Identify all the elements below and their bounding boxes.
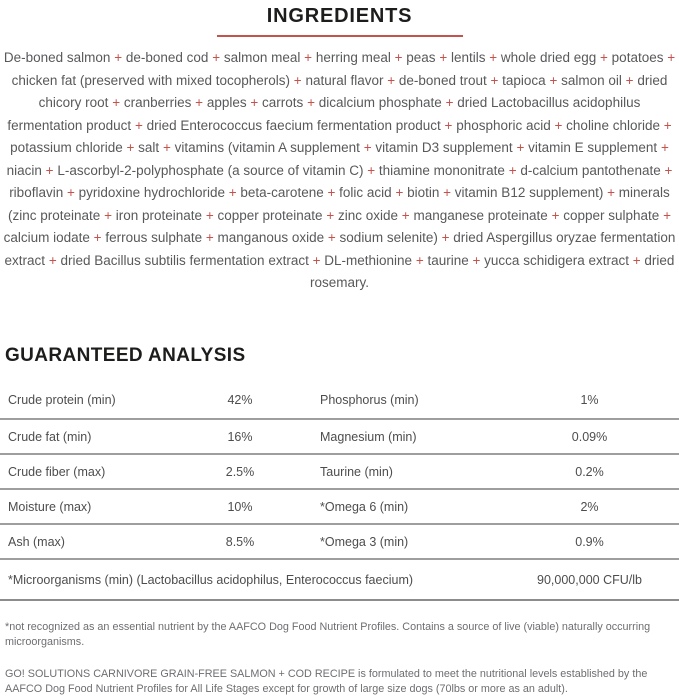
ingredient-item: De-boned salmon (3, 50, 111, 65)
footnote-nutrient: *not recognized as an essential nutrient by the AAFCO Dog Food Nutrient Profiles. Contains a source of live (viable) naturally occurring microorganisms. (5, 621, 651, 648)
ingredient-item: manganous oxide (217, 230, 325, 245)
ingredients-section (0, 0, 679, 295)
plus-separator: + (394, 50, 403, 65)
plus-separator: + (632, 252, 641, 268)
nutrient-label: Taurine (min) (320, 464, 393, 479)
ingredient-item: thiamine mononitrate (378, 162, 505, 178)
plus-separator: + (600, 50, 608, 65)
nutrient-value: 1% (580, 393, 599, 407)
plus-separator: + (312, 252, 321, 268)
analysis-row (0, 382, 679, 420)
ingredient-item: de-boned cod (125, 50, 209, 65)
analysis-row (0, 525, 679, 560)
plus-separator: + (162, 140, 171, 155)
ingredient-item: vitamin B12 supplement) (454, 185, 604, 200)
nutrient-value: 42% (227, 393, 253, 407)
analysis-row (0, 455, 679, 490)
plus-separator: + (387, 72, 396, 88)
plus-separator: + (66, 185, 75, 200)
ingredient-item: niacin (6, 162, 42, 178)
nutrient-value: 0.2% (575, 464, 604, 479)
plus-separator: + (554, 117, 563, 133)
ingredient-item: vitamins (vitamin A supplement (174, 140, 360, 155)
plus-separator: + (48, 252, 57, 268)
plus-separator: + (205, 230, 214, 245)
ingredient-item: dried Enterococcus faecium fermentation product (146, 117, 441, 133)
plus-separator: + (212, 50, 221, 65)
nutrient-value: 16% (227, 429, 253, 444)
ingredient-item: dried Lactobacillus acidophilus fermentation product (7, 95, 641, 133)
title-underline-divider (217, 35, 463, 37)
ingredient-item: dicalcium phosphate (318, 95, 442, 110)
ingredient-item: apples (206, 95, 247, 110)
ingredient-item: dried Aspergillus oryzae fermentation extract (4, 230, 676, 268)
plus-separator: + (441, 230, 450, 245)
nutrient-label: Ash (max) (8, 534, 65, 549)
plus-separator: + (667, 50, 676, 65)
nutrient-label: Crude fat (min) (8, 429, 92, 444)
plus-separator: + (395, 185, 404, 200)
plus-separator: + (549, 72, 558, 88)
nutrient-value: 10% (227, 499, 253, 514)
nutrient-value: 8.5% (225, 534, 255, 549)
plus-separator: + (45, 162, 54, 178)
nutrient-label: *Omega 3 (min) (320, 534, 409, 549)
ingredient-item: whole dried egg (500, 50, 597, 65)
nutrient-value: 0.9% (575, 534, 604, 549)
ingredient-item: zinc oxide (337, 207, 399, 223)
ingredient-item: herring meal (315, 50, 391, 65)
ingredients-title: INGREDIENTS (266, 5, 413, 27)
plus-separator: + (114, 50, 123, 65)
ingredient-item: L-ascorbyl-2-polyphosphate (a source of vitamin C) (57, 162, 364, 178)
footnote-formulation: GO! SOLUTIONS CARNIVORE GRAIN-FREE SALMON + COD RECIPE is formulated to meet the nutritional levels established by the AAFCO Dog Food Nutrient Profiles for All Life Stages except for growth of large size dogs (70lbs or more as an adult). (5, 668, 648, 695)
plus-separator: + (205, 207, 214, 223)
plus-separator: + (444, 117, 453, 133)
nutrient-label: Phosphorus (min) (320, 393, 419, 407)
ingredient-item: ferrous sulphate (105, 230, 203, 245)
plus-separator: + (134, 117, 143, 133)
microorganisms-row (0, 560, 679, 601)
ingredient-item: beta-carotene (240, 185, 324, 200)
ingredient-item: potatoes (611, 50, 664, 65)
nutrient-value: 2.5% (225, 464, 255, 479)
ingredient-item: lentils (450, 50, 486, 65)
plus-separator: + (401, 207, 410, 223)
ingredient-item: copper sulphate (563, 207, 660, 223)
plus-separator: + (439, 50, 448, 65)
ingredient-item: chicken fat (preserved with mixed tocopherols) (11, 72, 291, 88)
ingredient-item: peas (406, 50, 436, 65)
ingredient-item: riboflavin (9, 185, 64, 200)
ingredient-item: salmon oil (561, 72, 622, 88)
ingredient-item: minerals (zinc proteinate (8, 185, 670, 223)
plus-separator: + (607, 185, 616, 200)
plus-separator: + (327, 185, 336, 200)
ingredient-item: yucca schidigera extract (484, 252, 629, 268)
nutrient-label: Moisture (max) (8, 499, 92, 514)
ingredient-item: copper proteinate (217, 207, 323, 223)
plus-separator: + (664, 162, 673, 178)
ingredient-item: choline chloride (566, 117, 660, 133)
ingredient-item: natural flavor (305, 72, 384, 88)
plus-separator: + (326, 207, 335, 223)
plus-separator: + (663, 117, 672, 133)
ingredient-item: calcium iodate (3, 230, 90, 245)
ingredient-item: vitamin E supplement (528, 140, 658, 155)
ingredient-item: iron proteinate (115, 207, 203, 223)
ingredient-item: d-calcium pantothenate (520, 162, 661, 178)
nutrient-label: *Microorganisms (min) (Lactobacillus acidophilus, Enterococcus faecium) (8, 572, 414, 587)
nutrient-value: 2% (580, 499, 599, 514)
plus-separator: + (472, 252, 481, 268)
plus-separator: + (490, 72, 499, 88)
ingredient-item: dried Bacillus subtilis fermentation extract (60, 252, 309, 268)
ingredient-item: vitamin D3 supplement (375, 140, 513, 155)
ingredient-item: folic acid (339, 185, 392, 200)
plus-separator: + (551, 207, 560, 223)
plus-separator: + (195, 95, 204, 110)
plus-separator: + (367, 162, 376, 178)
nutrient-value: 0.09% (571, 429, 608, 444)
ingredient-item: dried rosemary. (309, 252, 675, 290)
ingredient-item: DL-methionine (324, 252, 413, 268)
ingredient-item: dried chicory root (38, 72, 668, 110)
ingredients-text (3, 47, 676, 295)
plus-separator: + (304, 50, 313, 65)
ingredient-item: sodium selenite) (339, 230, 438, 245)
plus-separator: + (293, 72, 302, 88)
plus-separator: + (327, 230, 336, 245)
analysis-row (0, 420, 679, 455)
nutrient-label: Magnesium (min) (320, 429, 417, 444)
nutrient-label: *Omega 6 (min) (320, 499, 409, 514)
ingredient-item: taurine (427, 252, 469, 268)
ingredient-item: cranberries (123, 95, 192, 110)
plus-separator: + (112, 95, 121, 110)
plus-separator: + (660, 140, 669, 155)
plus-separator: + (307, 95, 315, 110)
ingredient-item: pyridoxine hydrochloride (78, 185, 225, 200)
plus-separator: + (625, 72, 634, 88)
plus-separator: + (126, 140, 135, 155)
nutrient-label: Crude protein (min) (8, 393, 116, 407)
analysis-row (0, 490, 679, 525)
ingredient-item: de-boned trout (398, 72, 487, 88)
guaranteed-analysis-title: GUARANTEED ANALYSIS (5, 345, 246, 366)
ingredient-item: phosphoric acid (456, 117, 551, 133)
plus-separator: + (489, 50, 498, 65)
ingredient-item: potassium chloride (10, 140, 123, 155)
ingredient-item: carrots (262, 95, 304, 110)
plus-separator: + (363, 140, 372, 155)
plus-separator: + (228, 185, 237, 200)
guaranteed-analysis-section (0, 344, 679, 697)
analysis-table (0, 382, 679, 601)
ingredient-item: salt (138, 140, 160, 155)
ingredient-item: manganese proteinate (413, 207, 548, 223)
ingredient-item: salmon meal (223, 50, 301, 65)
ingredient-item: tapioca (502, 72, 546, 88)
plus-separator: + (250, 95, 259, 110)
plus-separator: + (508, 162, 517, 178)
plus-separator: + (443, 185, 452, 200)
plus-separator: + (415, 252, 424, 268)
plus-separator: + (445, 95, 454, 110)
nutrient-label: Crude fiber (max) (8, 464, 106, 479)
plus-separator: + (663, 207, 671, 223)
plus-separator: + (93, 230, 102, 245)
plus-separator: + (104, 207, 112, 223)
nutrient-value: 90,000,000 CFU/lb (537, 572, 642, 587)
ingredient-item: biotin (407, 185, 440, 200)
plus-separator: + (516, 140, 525, 155)
